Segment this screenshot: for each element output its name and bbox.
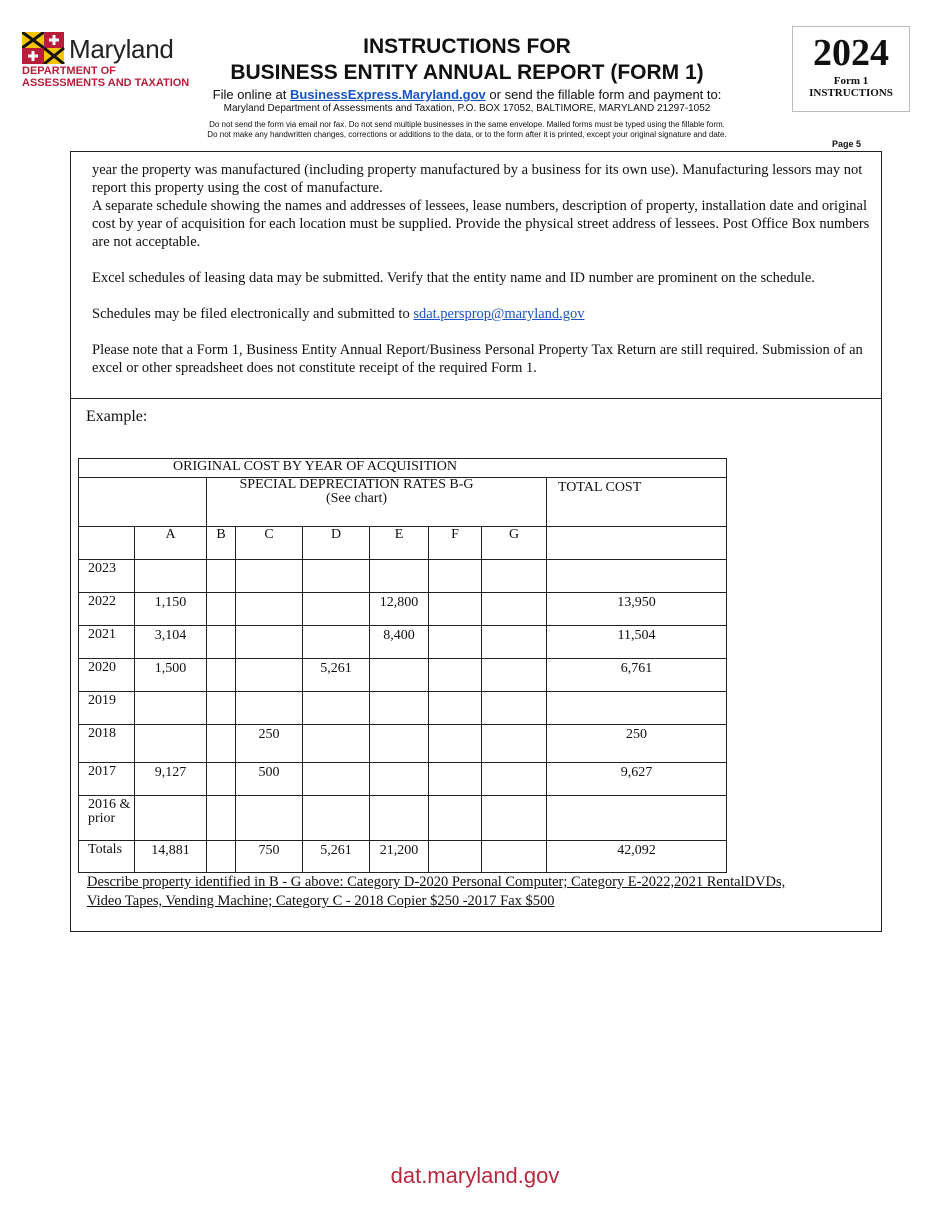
row-year: 2016 & prior: [79, 796, 135, 841]
row-year: 2017: [79, 763, 135, 796]
cell-a: [135, 692, 207, 725]
cell-g: [482, 692, 547, 725]
cell-g: [482, 725, 547, 763]
cell-e: [370, 763, 429, 796]
paragraph-manufacture: year the property was manufactured (including property manufactured by a business for its own use). Manufacturing lessors may not report this property using the cost of manufacture.: [92, 162, 863, 196]
page-number: Page 5: [832, 139, 862, 149]
cell-total: [547, 796, 727, 841]
cell-b: [207, 796, 236, 841]
cell-a: [135, 560, 207, 593]
cell-e: [370, 796, 429, 841]
cell-total: 13,950: [547, 593, 727, 626]
cell-b: [207, 725, 236, 763]
column-header-a: A: [135, 527, 207, 560]
title-line2: BUSINESS ENTITY ANNUAL REPORT (FORM 1): [230, 61, 704, 84]
table-row: [79, 692, 727, 725]
cell-g: [482, 593, 547, 626]
cell-g: [482, 796, 547, 841]
cell-e: [370, 659, 429, 692]
email-prefix: Schedules may be filed electronically and submitted to: [92, 306, 414, 322]
brand-name: Maryland: [69, 34, 174, 64]
title-line1: INSTRUCTIONS FOR: [363, 35, 571, 58]
cell-c: 500: [236, 763, 303, 796]
cell-c: 750: [236, 841, 303, 873]
cell-f: [429, 763, 482, 796]
brand-dept-line1: DEPARTMENT OF: [22, 65, 116, 77]
cell-d: 5,261: [303, 841, 370, 873]
describe-text: Category D-2020 Personal Computer; Category E-2022,2021 RentalDVDs, Video Tapes, Vending Machine; Category C - 2018 Copier $250 -2017 Fax $500: [87, 874, 786, 909]
cell-total: 6,761: [547, 659, 727, 692]
cell-c: [236, 626, 303, 659]
paragraph-excel-schedules: Excel schedules of leasing data may be submitted. Verify that the entity name and ID number are prominent on the schedule.: [92, 270, 815, 286]
instructions-label: INSTRUCTIONS: [809, 87, 893, 99]
note-line1: Do not send the form via email nor fax. Do not send multiple businesses in the same envelope. Mailed forms must be typed using the fillable form.: [209, 120, 725, 129]
row-year: Totals: [79, 841, 135, 873]
column-header-c: C: [236, 527, 303, 560]
cell-d: [303, 593, 370, 626]
maryland-flag-icon: [22, 32, 66, 64]
cell-b: [207, 659, 236, 692]
table-row: [79, 659, 727, 692]
special-depreciation-header: SPECIAL DEPRECIATION RATES B-G (See chart): [207, 478, 547, 527]
cell-total: [547, 692, 727, 725]
column-header-b: B: [207, 527, 236, 560]
table-row: [79, 593, 727, 626]
cell-g: [482, 763, 547, 796]
cell-c: [236, 692, 303, 725]
cell-c: [236, 659, 303, 692]
cell-a: 9,127: [135, 763, 207, 796]
cell-a: 1,150: [135, 593, 207, 626]
cell-a: [135, 725, 207, 763]
describe-property: [87, 873, 787, 911]
note-line2: Do not make any handwritten changes, corrections or additions to the data, or to the form after it is printed, except your original signature and date.: [207, 130, 727, 139]
cell-b: [207, 626, 236, 659]
cell-g: [482, 659, 547, 692]
form-label: Form 1: [833, 75, 869, 87]
cell-total: 42,092: [547, 841, 727, 873]
cell-c: [236, 593, 303, 626]
totals-row: [79, 841, 727, 873]
cell-c: 250: [236, 725, 303, 763]
cell-c: [236, 560, 303, 593]
column-header-g: G: [482, 527, 547, 560]
cell-b: [207, 763, 236, 796]
cell-f: [429, 626, 482, 659]
cell-total: 9,627: [547, 763, 727, 796]
cell-d: [303, 763, 370, 796]
cell-e: [370, 560, 429, 593]
cell-d: [303, 692, 370, 725]
cell-e: 21,200: [370, 841, 429, 873]
row-year: 2019: [79, 692, 135, 725]
form-year: 2024: [813, 32, 889, 74]
table-row: [79, 560, 727, 593]
cell-d: 5,261: [303, 659, 370, 692]
cell-a: 14,881: [135, 841, 207, 873]
instructions-box: [70, 151, 882, 399]
row-year: 2023: [79, 560, 135, 593]
file-online-line: [200, 87, 734, 102]
cell-total: 11,504: [547, 626, 727, 659]
cell-f: [429, 841, 482, 873]
row-year: 2021: [79, 626, 135, 659]
cell-g: [482, 626, 547, 659]
column-header-f: F: [429, 527, 482, 560]
brand-dept-line2: ASSESSMENTS AND TAXATION: [22, 76, 190, 89]
cell-g: [482, 841, 547, 873]
row-year: 2022: [79, 593, 135, 626]
cell-a: 3,104: [135, 626, 207, 659]
row-year: 2018: [79, 725, 135, 763]
table-title: ORIGINAL COST BY YEAR OF ACQUISITION: [79, 459, 727, 478]
example-label: Example:: [86, 408, 148, 425]
table-row: [79, 763, 727, 796]
cell-e: 8,400: [370, 626, 429, 659]
footer-url[interactable]: dat.maryland.gov: [390, 1163, 560, 1188]
form-year-box: [792, 26, 910, 112]
describe-label: Describe property identified in B - G above:: [87, 874, 344, 890]
email-link[interactable]: sdat.persprop@maryland.gov: [413, 306, 585, 322]
cell-d: [303, 725, 370, 763]
cell-total: [547, 560, 727, 593]
cell-total: 250: [547, 725, 727, 763]
column-header-e: E: [370, 527, 429, 560]
row-year: 2020: [79, 659, 135, 692]
cell-f: [429, 725, 482, 763]
cell-f: [429, 692, 482, 725]
cell-a: 1,500: [135, 659, 207, 692]
table-row: [79, 725, 727, 763]
total-cost-header: TOTAL COST: [547, 478, 727, 527]
cell-e: [370, 725, 429, 763]
paragraph-electronic-filing: [92, 305, 877, 323]
table-row: [79, 796, 727, 841]
cell-a: [135, 796, 207, 841]
cell-e: 12,800: [370, 593, 429, 626]
table-row: [79, 626, 727, 659]
maryland-logo: [22, 30, 194, 90]
cell-f: [429, 560, 482, 593]
paragraph-separate-schedule: A separate schedule showing the names and addresses of lessees, lease numbers, description of property, installation date and original cost by year of acquisition for each location must be supplied. Provide the physical street address of lessees. Post Office Box numbers are not acceptable.: [92, 198, 870, 250]
cell-b: [207, 692, 236, 725]
cell-e: [370, 692, 429, 725]
cost-schedule-table: [78, 458, 727, 873]
file-prefix: File online at: [212, 87, 290, 102]
cell-f: [429, 593, 482, 626]
business-express-link[interactable]: BusinessExpress.Maryland.gov: [289, 87, 486, 102]
column-header-d: D: [303, 527, 370, 560]
cell-f: [429, 796, 482, 841]
cell-g: [482, 560, 547, 593]
file-suffix: or send the fillable form and payment to:: [485, 87, 722, 102]
cell-f: [429, 659, 482, 692]
paragraph-form1-required: Please note that a Form 1, Business Entity Annual Report/Business Personal Property Tax Return are still required. Submission of an excel or other spreadsheet does not constitute receipt of the required Form 1.: [92, 342, 863, 376]
cell-b: [207, 560, 236, 593]
cell-b: [207, 593, 236, 626]
cell-d: [303, 626, 370, 659]
cell-c: [236, 796, 303, 841]
brand-department: [22, 66, 189, 89]
cell-b: [207, 841, 236, 873]
cell-d: [303, 560, 370, 593]
mailing-address: Maryland Department of Assessments and Taxation, P.O. BOX 17052, BALTIMORE, MARYLAND 21297-1052: [223, 103, 711, 114]
cell-d: [303, 796, 370, 841]
